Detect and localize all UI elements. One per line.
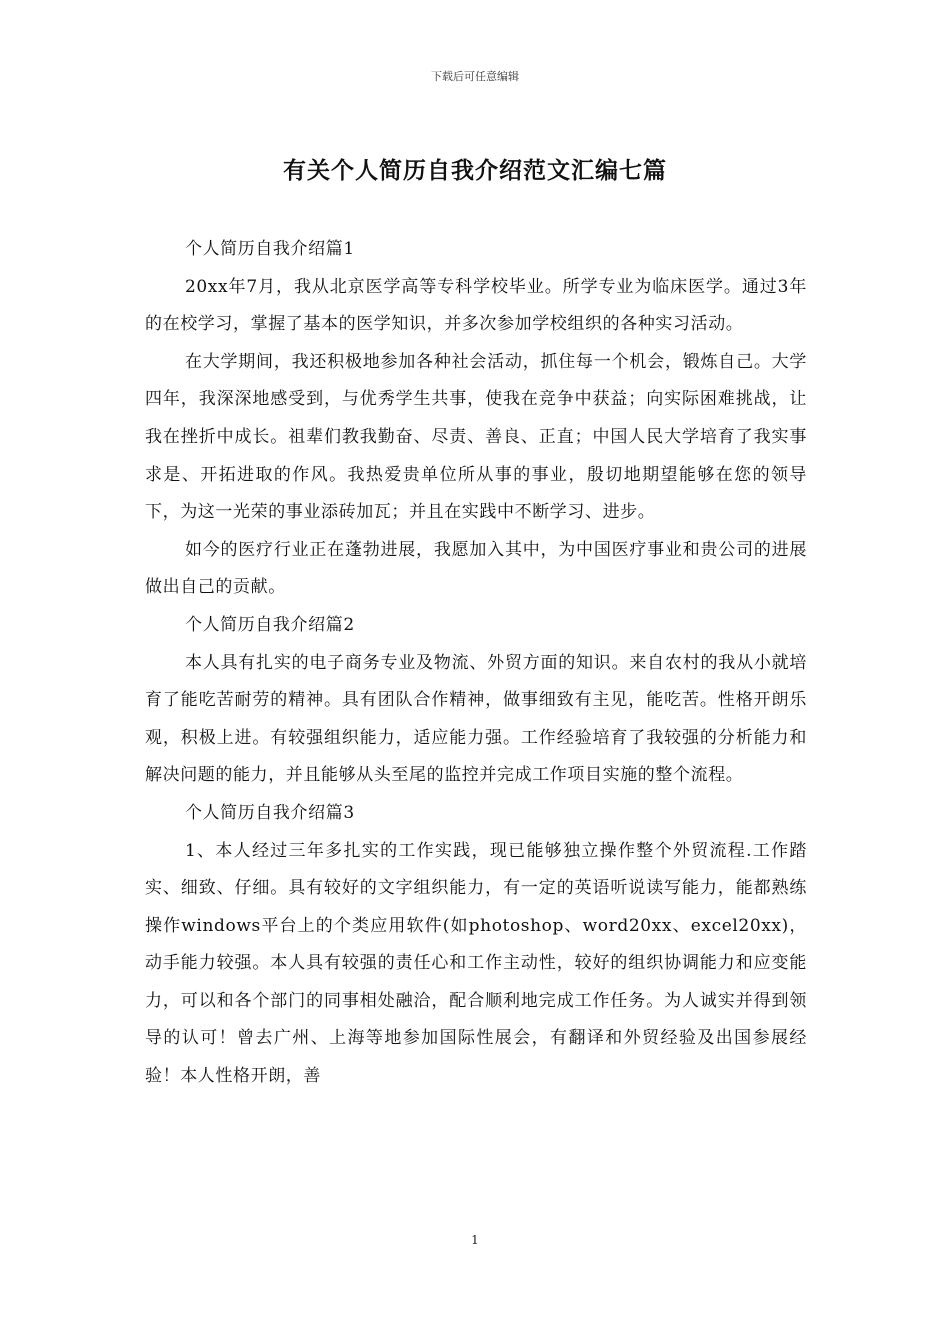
section-heading-2: 个人简历自我介绍篇2	[184, 614, 355, 635]
paragraph: 在大学期间，我还积极地参加各种社会活动，抓住每一个机会，锻炼自己。大学四年，我深深地感受到，与优秀学生共事，使我在竞争中获益；向实际困难挑战，让我在挫折中成长。祖辈们教我勤奋、尽责、善良、正直；中国人民大学培育了我实事求是、开拓进取的作风。我热爱贵单位所从事的事业，殷切地期望能够在您的领导下，为这一光荣的事业添砖加瓦；并且在实践中不断学习、进步。	[145, 351, 807, 523]
page-number: 1	[471, 1233, 479, 1247]
header-note: 下载后可任意编辑	[431, 70, 519, 83]
section-heading-3: 个人简历自我介绍篇3	[184, 802, 355, 823]
section-heading-1: 个人简历自我介绍篇1	[184, 239, 355, 259]
paragraph: 20xx年7月，我从北京医学高等专科学校毕业。所学专业为临床医学。通过3年的在校学习，掌握了基本的医学知识，并多次参加学校组织的各种实习活动。	[145, 276, 807, 335]
document-title: 有关个人简历自我介绍范文汇编七篇	[283, 157, 667, 184]
paragraph: 1、本人经过三年多扎实的工作实践，现已能够独立操作整个外贸流程.工作踏实、细致、仔细。具有较好的文字组织能力，有一定的英语听说读写能力，能都熟练操作windows平台上的个类应用软件(如photoshop、word20xx、excel20xx)，动手能力较强。本人具有较强的责任心和工作主动性，较好的组织协调能力和应变能力，可以和各个部门的同事相处融洽，配合顺利地完成工作任务。为人诚实并得到领导的认可！曾去广州、上海等地参加国际性展会，有翻译和外贸经验及出国参展经验！本人性格开朗，善	[145, 840, 807, 1087]
document-body	[145, 231, 807, 1096]
paragraph: 如今的医疗行业正在蓬勃进展，我愿加入其中，为中国医疗事业和贵公司的进展做出自己的贡献。	[145, 539, 807, 598]
paragraph: 本人具有扎实的电子商务专业及物流、外贸方面的知识。来自农村的我从小就培育了能吃苦耐劳的精神。具有团队合作精神，做事细致有主见，能吃苦。性格开朗乐观，积极上进。有较强组织能力，适应能力强。工作经验培育了我较强的分析能力和解决问题的能力，并且能够从头至尾的监控并完成工作项目实施的整个流程。	[145, 652, 807, 786]
